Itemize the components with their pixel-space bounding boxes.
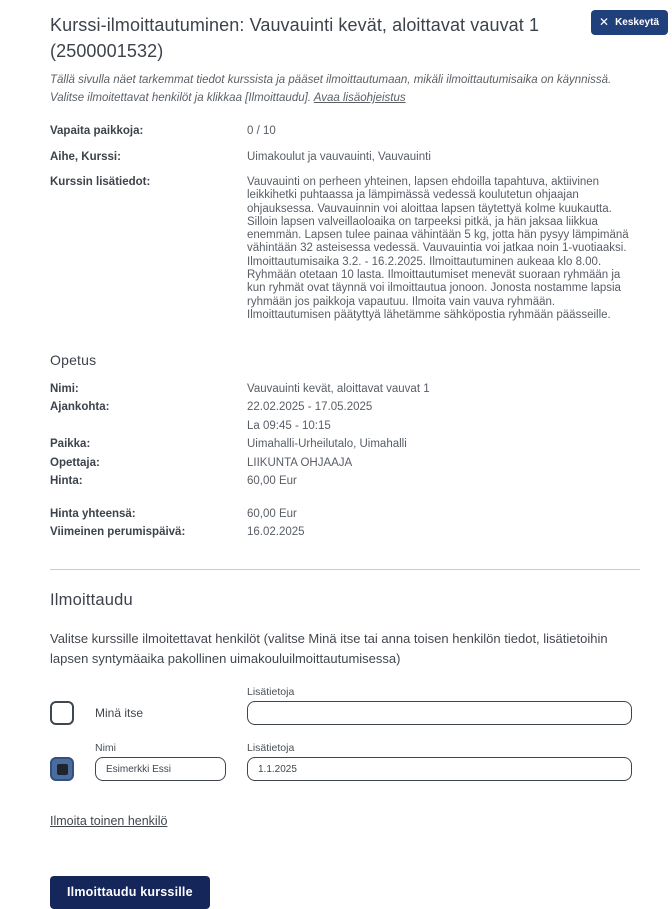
field-label: Viimeinen perumispäivä:: [50, 526, 186, 539]
field-value: Vauvauinti kevät, aloittavat vauvat 1: [247, 382, 430, 395]
summary-row-total-price: [50, 505, 640, 524]
enroll-heading: Ilmoittaudu: [50, 591, 133, 610]
course-info-list: [50, 119, 640, 328]
field-label: Paikka:: [50, 438, 91, 451]
person-name-input[interactable]: [95, 757, 226, 781]
opetus-row-name: [50, 380, 640, 399]
extras-label: Lisätietoja: [247, 686, 295, 699]
summary-row-cancel-deadline: [50, 524, 640, 543]
field-label: Kurssin lisätiedot:: [50, 176, 151, 188]
field-value: LIIKUNTA OHJAAJA: [247, 456, 353, 469]
cancel-button-label: Keskeytä: [615, 16, 659, 28]
field-value: 0 / 10: [247, 125, 276, 137]
field-value: 60,00 Eur: [247, 475, 297, 488]
opetus-row-time: [50, 417, 640, 436]
opetus-list: [50, 380, 640, 542]
self-checkbox[interactable]: [50, 701, 74, 725]
field-value: Uimahalli-Urheilutalo, Uimahalli: [247, 438, 407, 451]
submit-enroll-button[interactable]: Ilmoittaudu kurssille: [50, 876, 210, 909]
price-summary: [50, 505, 640, 542]
field-value: 22.02.2025 - 17.05.2025: [247, 401, 373, 414]
field-value: 16.02.2025: [247, 526, 305, 539]
field-value: Uimakoulut ja vauvauinti, Vauvauinti: [247, 150, 431, 163]
field-label: Opettaja:: [50, 456, 100, 469]
field-label: Hinta yhteensä:: [50, 507, 136, 520]
person-checkbox[interactable]: [50, 757, 74, 781]
person-checkbox-cell: [50, 742, 95, 781]
cancel-button[interactable]: [591, 10, 668, 35]
self-extras-input[interactable]: [247, 701, 632, 725]
opetus-row-price: [50, 473, 640, 492]
page-title: Kurssi-ilmoittautuminen: Vauvauinti kevät, aloittavat vauvat 1 (2500001532): [50, 15, 540, 61]
enroll-instructions: Valitse kurssille ilmoitettavat henkilöt (valitse Minä itse tai anna toisen henkilön tiedot, lisätietoihin lapsen syntymäaika pakollinen uimakouluilmoittautumisessa): [50, 631, 608, 667]
field-label: Vapaita paikkoja:: [50, 125, 144, 137]
intro-text-body: Tällä sivulla näet tarkemmat tiedot kurssista ja pääset ilmoittautumaan, mikäli ilmoittautumisaika on käynnissä. Valitse ilmoitettavat henkilöt ja klikkaa [Ilmoittaudu].: [50, 74, 612, 104]
field-label: Aihe, Kurssi:: [50, 150, 121, 163]
opetus-heading: Opetus: [50, 352, 97, 369]
section-divider: [50, 569, 640, 570]
field-label: Nimi:: [50, 382, 79, 395]
name-label: Nimi: [95, 742, 116, 755]
person-name-field: [95, 742, 247, 781]
open-help-link[interactable]: Avaa lisäohjeistus: [313, 92, 406, 104]
field-label: [50, 420, 247, 434]
enroll-row-person: [50, 742, 640, 781]
enroll-row-self: [50, 686, 640, 725]
person-extras-input[interactable]: [247, 757, 632, 781]
field-label: Ajankohta:: [50, 401, 110, 414]
course-info-row-topic: [50, 145, 640, 171]
opetus-row-teacher: [50, 454, 640, 473]
opetus-row-dates: [50, 399, 640, 418]
self-label: Minä itse: [95, 706, 144, 721]
opetus-row-place: [50, 436, 640, 455]
course-info-row-details: [50, 170, 640, 328]
field-value: La 09:45 - 10:15: [247, 419, 331, 432]
course-info-row-free-places: [50, 119, 640, 145]
extras-label: Lisätietoja: [247, 742, 295, 755]
self-checkbox-cell: [50, 686, 95, 725]
field-label: Hinta:: [50, 475, 83, 488]
person-extras-field: [247, 742, 640, 781]
field-value: 60,00 Eur: [247, 507, 297, 520]
course-details-text: Vauvauinti on perheen yhteinen, lapsen ehdoilla tapahtuva, aktiivinen leikkihetki puhtaassa ja lämpimässä vedessä koulutetun ohjaajan ohjauksessa. Vauvauinnin voi aloittaa lapsen täytettyä kolme kuukautta. Silloin lapsen valveillaoloaika on tarpeeksi pitkä, ja hän jaksaa liikkua enemmän. Lapsen tulee painaa vähintään 5 kg, jotta hän pysyy lämpimänä vähintään 32 asteisessa vedessä. Vauvauintia voi jatkaa noin 1-vuotiaaksi. Ilmoittautumisaika 3.2. - 16.2.2025. Ilmoittautuminen aukeaa klo 8.00. Ryhmään otetaan 10 lasta. Ilmoittautumiset menevät suoraan ryhmään ja kun ryhmät ovat täynnä voi ilmoittautua jonoon. Jonosta nostamme lapsia ryhmään jos paikkoja vapautuu. Ilmoita vain vauva ryhmään. Ilmoittautumisen päätyttyä lähetämme sähköpostia ryhmään päässeille.: [247, 176, 629, 321]
intro-text: [50, 71, 640, 107]
close-icon: ✕: [599, 15, 610, 29]
checkbox-checked-mark: [57, 764, 68, 775]
self-extras-field: [247, 686, 640, 725]
add-person-link[interactable]: Ilmoita toinen henkilö: [50, 814, 168, 829]
